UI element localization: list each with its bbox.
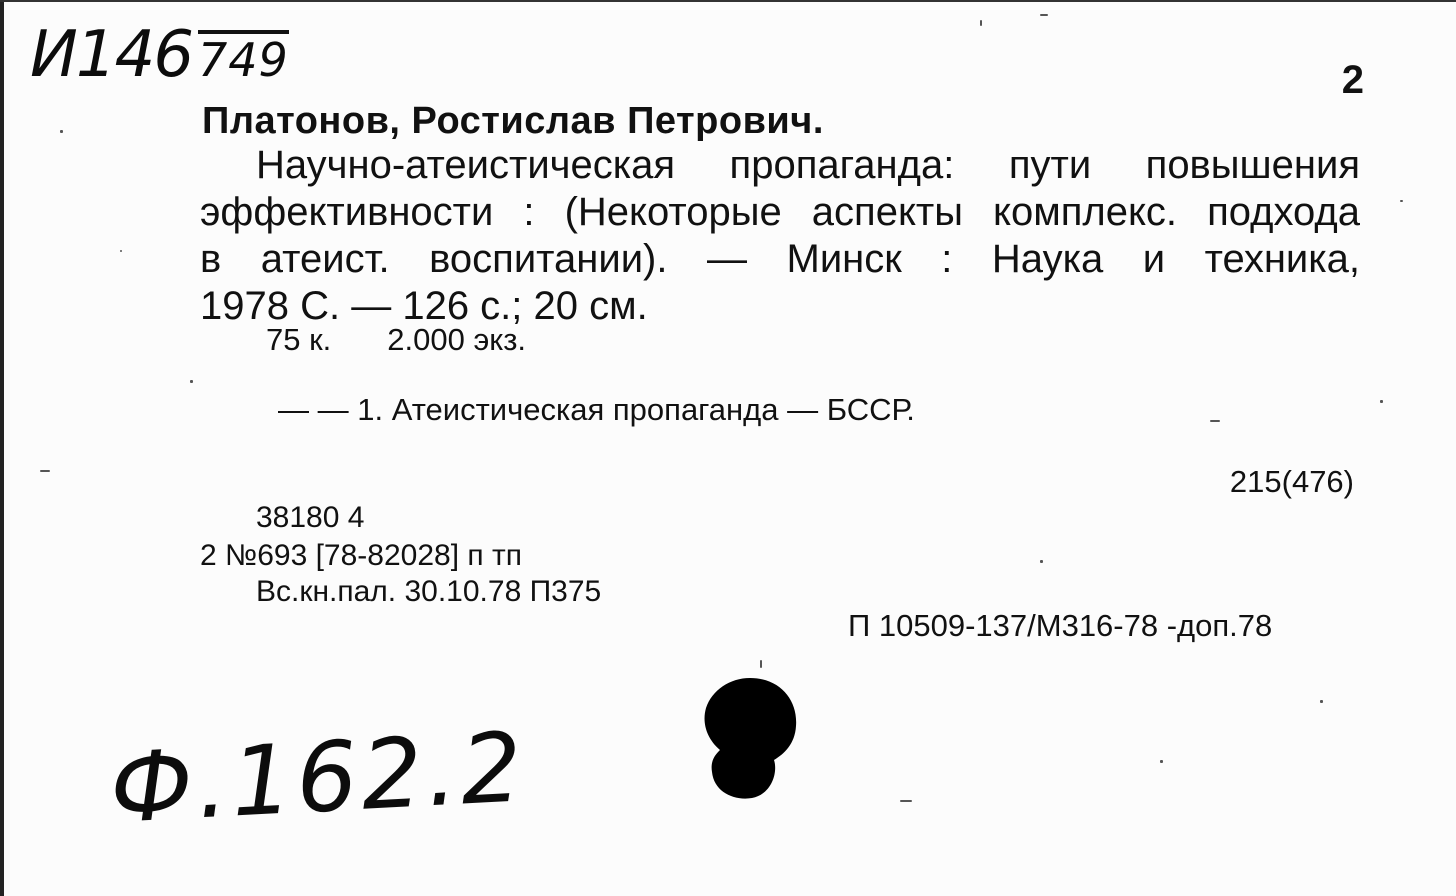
speckle	[980, 20, 982, 26]
card-top-edge	[0, 0, 1456, 2]
speckle	[60, 130, 63, 133]
tech-line-2: 2 №693 [78-82028] п тп	[200, 539, 522, 572]
punch-hole	[700, 676, 800, 800]
author-heading: Платонов, Ростислав Петрович.	[202, 100, 824, 142]
publishing-index: П 10509-137/М316-78 -доп.78	[848, 608, 1273, 643]
speckle	[760, 660, 762, 668]
title-line-4: 1978 С. — 126 с.; 20 см.	[200, 284, 648, 328]
title-line-1: Научно-атеистическая пропаганда: пути повышения	[256, 143, 1360, 187]
speckle	[1160, 760, 1163, 763]
speckle	[900, 800, 912, 802]
speckle	[1040, 14, 1048, 16]
tech-line-1: 38180 4	[256, 501, 365, 534]
speckle	[190, 380, 193, 383]
punch-hole-shape	[705, 678, 797, 799]
shelf-mark-sub: 749	[198, 30, 289, 86]
price-line	[266, 322, 582, 358]
speckle	[1320, 700, 1323, 703]
title-line-2: эффективности : (Некоторые аспекты комплекс. подхода	[200, 190, 1360, 234]
title-line-3: в атеист. воспитании). — Минск : Наука и техника,	[200, 237, 1360, 281]
inventory-mark: Ф.162.2	[107, 711, 529, 845]
speckle	[1380, 400, 1383, 403]
speckle	[1040, 560, 1043, 563]
card-number: 2	[1341, 58, 1364, 102]
udc-code: 215(476)	[1229, 464, 1354, 499]
speckle	[120, 250, 122, 252]
speckle	[1210, 420, 1220, 422]
tech-line-3: Вс.кн.пал. 30.10.78 П375	[256, 575, 602, 608]
price: 75 к.	[266, 322, 332, 357]
speckle	[1400, 200, 1403, 202]
speckle	[40, 470, 50, 472]
subject-heading: — — 1. Атеистическая пропаганда — БССР.	[278, 392, 915, 427]
print-run: 2.000 экз.	[387, 322, 527, 357]
card-left-edge	[0, 0, 4, 896]
title-description	[200, 142, 1360, 330]
shelf-mark-main: И146	[30, 18, 193, 92]
